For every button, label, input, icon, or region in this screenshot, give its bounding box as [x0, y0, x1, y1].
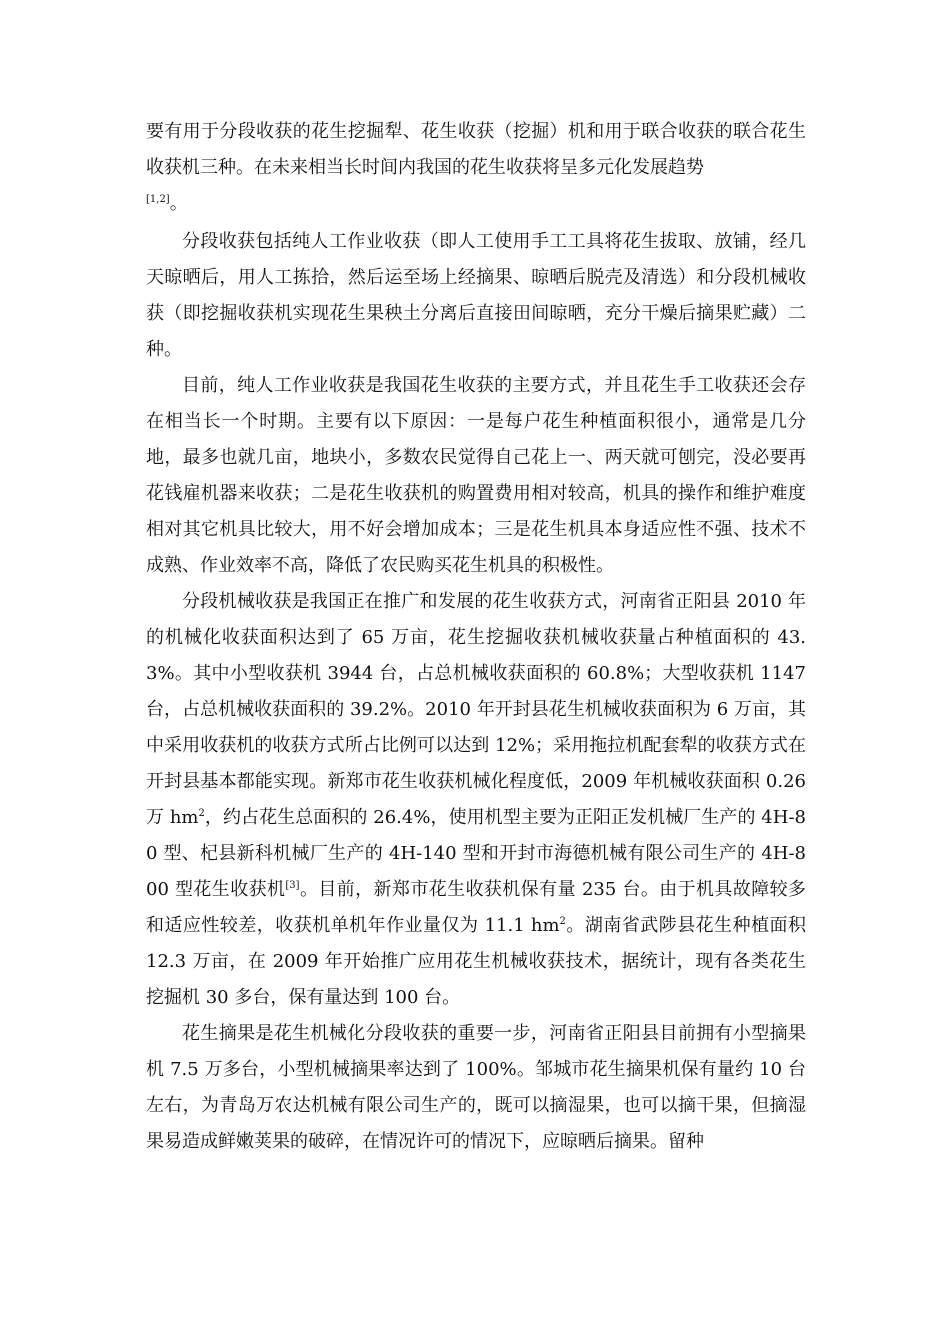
term-mechanical-harvest: 和分段机械收获 — [146, 267, 807, 324]
document-page — [146, 114, 806, 1160]
citation-1-2: [1,2] — [146, 194, 170, 205]
paragraph-1-tail: 。 — [169, 193, 188, 214]
citation-3: [3] — [285, 880, 300, 891]
paragraph-2 — [146, 224, 806, 368]
paragraph-1 — [146, 114, 806, 222]
paragraph-2-a: 分段收获包括 — [182, 231, 293, 252]
paragraph-2-e: （即挖掘收获机实现花生果秧土分离后直接田间晾晒，充分干燥后摘果贮藏）二种。 — [146, 303, 806, 360]
superscript-2-first: 2 — [198, 808, 205, 819]
paragraph-4-c: 。目前，新郑市花生收获机保有量 235 台。由于机具故障较多和适应性较差，收获机单机年作业量仅为 11.1 hm — [146, 879, 806, 936]
paragraph-4-d: 。湖南省武陟县花生种植面积 12.3 万亩，在 2009 年开始推广应用花生机械收获技术，据统计，现有各类花生挖掘机 30 多台，保有量达到 100 台。 — [146, 915, 807, 1008]
paragraph-4-b: ，约占花生总面积的 26.4%，使用机型主要为正阳正发机械厂生产的 4H-80 型、杞县新科机械厂生产的 4H-140 型和开封市海德机械有限公司生产的 4H-800 型花生收获机 — [146, 807, 806, 900]
paragraph-4 — [146, 584, 806, 1016]
paragraph-5: 花生摘果是花生机械化分段收获的重要一步，河南省正阳县目前拥有小型摘果机 7.5 万多台，小型机械摘果率达到了 100%。邹城市花生摘果机保有量约 10 台左右，为青岛万农达机械有限公司生产的，既可以摘湿果，也可以摘干果，但摘湿果易造成鲜嫩荚果的破碎，在情况许可的情况下，应晾晒后摘果。留种 — [146, 1023, 806, 1152]
superscript-2-second: 2 — [559, 916, 566, 927]
paragraph-3: 目前，纯人工作业收获是我国花生收获的主要方式，并且花生手工收获还会存在相当长一个时期。主要有以下原因：一是每户花生种植面积很小，通常是几分地，最多也就几亩，地块小，多数农民觉得自己花上一、两天就可刨完，没必要再花钱雇机器来收获；二是花生收获机的购置费用相对较高，机具的操作和维护难度相对其它机具比较大，用不好会增加成本；三是花生机具本身适应性不强、技术不成熟、作业效率不高，降低了农民购买花生机具的积极性。 — [146, 375, 806, 576]
paragraph-4-a: 分段机械收获是我国正在推广和发展的花生收获方式，河南省正阳县 2010 年的机械化收获面积达到了 65 万亩，花生挖掘收获机械收获量占种植面积的 43.3%。其中小型收获机 3944 台，占总机械收获面积的 60.8%；大型收获机 1147 台，占总机械收获面积的 39.2%。2010 年开封县花生机械收获面积为 6 万亩，其中采用收获机的收获方式所占比例可以达到 12%；采用拖拉机配套犁的收获方式在开封县基本都能实现。新郑市花生收获机械化程度低，2009 年机械收获面积 0.26 万 hm — [146, 591, 806, 828]
paragraph-1-text: 要有用于分段收获的花生挖掘犁、花生收获（挖掘）机和用于联合收获的联合花生收获机三种。在未来相当长时间内我国的花生收获将呈多元化发展趋势 — [146, 121, 806, 178]
term-manual-harvest: 纯人工作业收获 — [292, 231, 421, 252]
paragraph-2-c: （即人工使用手工工具将花生拔取、放铺，经几天晾晒后，用人工拣拾，然后运至场上经摘果、晾晒后脱壳及清选） — [146, 231, 807, 288]
